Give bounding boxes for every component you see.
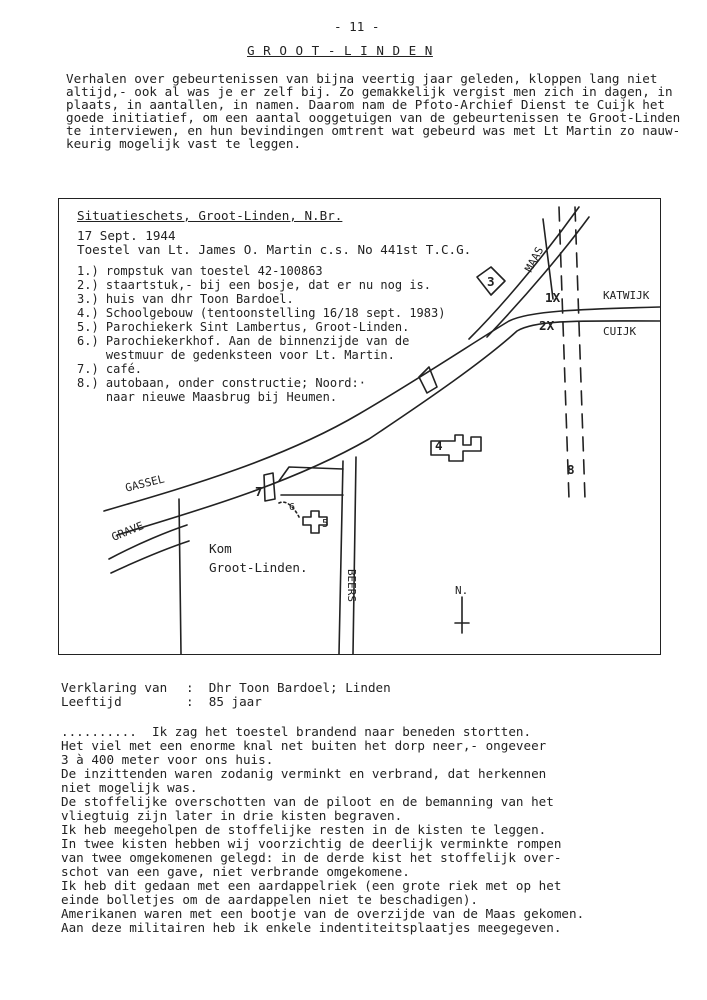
motorway-line-a xyxy=(543,219,553,299)
legend-item: 8.) autobaan, onder constructie; Noord:· xyxy=(77,376,366,390)
label-cuijk: CUIJK xyxy=(603,325,637,338)
statement-line: einde bolletjes om de aardappelen niet te beschadigen). xyxy=(61,892,479,907)
intro-line: te interviewen, en hun bevindingen omtrent wat gebeurd was met Lt Martin zo nauw- xyxy=(66,123,681,138)
village-road xyxy=(179,499,181,654)
legend-item: 6.) Parochiekerkhof. Aan de binnenzijde van de xyxy=(77,334,410,348)
statement-line: De stoffelijke overschotten van de piloot en de bemanning van het xyxy=(61,794,554,809)
sketch-heading: Situatieschets, Groot-Linden, N.Br. xyxy=(77,208,343,223)
main-road xyxy=(104,307,660,511)
label-beers: BEERS xyxy=(345,568,359,603)
statement-line: Aan deze militairen heb ik enkele indentiteitsplaatjes meegegeven. xyxy=(61,920,562,935)
intro-line: goede initiatief, om een aantal ooggetuigen van de gebeurtenissen te Groot-Linden xyxy=(66,110,681,125)
legend-item: 2.) staartstuk,- bij een bosje, dat er nu nog is. xyxy=(77,278,432,292)
legend-item: 1.) rompstuk van toestel 42-100863 xyxy=(77,264,323,278)
label-witness: Verklaring van xyxy=(61,680,168,695)
maas-road-edge xyxy=(487,217,589,337)
page-number: - 11 - xyxy=(334,19,380,34)
statement-line: schot van een gave, niet verbrande omgekomene. xyxy=(61,864,410,879)
statement-line: 3 à 400 meter voor ons huis. xyxy=(61,752,274,767)
sketch-map xyxy=(59,199,660,654)
legend-item: westmuur de gedenksteen voor Lt. Martin. xyxy=(77,348,395,362)
motorway-right xyxy=(575,207,585,499)
north-arrow xyxy=(455,597,469,633)
label-north: N. xyxy=(455,584,469,597)
statement-line: van twee omgekomenen gelegd: in de derde kist het stoffelijk over- xyxy=(61,850,562,865)
main-road-edge xyxy=(117,318,660,535)
statement-line: In twee kisten hebben wij voorzichtig de deerlijk verminkte rompen xyxy=(61,836,562,851)
maas-road xyxy=(469,207,579,339)
statement-line: vliegtuig zijn later in drie kisten begraven. xyxy=(61,808,403,823)
intro-line: keurig mogelijk vast te leggen. xyxy=(66,136,302,151)
marker-5: 5 xyxy=(322,517,329,530)
label-grave: GRAVE xyxy=(109,519,146,544)
marker-6: 6 xyxy=(289,502,296,513)
marker-2: 2X xyxy=(539,318,555,333)
legend-item: 7.) café. xyxy=(77,362,143,376)
marker-1: 1X xyxy=(545,290,561,305)
value-witness: : Dhr Toon Bardoel; Linden xyxy=(186,680,391,695)
legend-item: naar nieuwe Maasbrug bij Heumen. xyxy=(77,390,338,404)
statement-line: De inzittenden waren zodanig verminkt en verbrand, dat herkennen xyxy=(61,766,547,781)
intro-line: Verhalen over gebeurtenissen van bijna veertig jaar geleden, kloppen lang niet xyxy=(66,71,658,86)
legend-item: 4.) Schoolgebouw (tentoonstelling 16/18 sept. 1983) xyxy=(77,306,446,320)
school-outbuilding xyxy=(419,367,437,393)
statement-line: Ik heb dit gedaan met een aardappelriek (een grote riek met op het xyxy=(61,878,562,893)
label-age: Leeftijd xyxy=(61,694,122,709)
church-lane-edge xyxy=(279,467,343,481)
legend-item: 3.) huis van dhr Toon Bardoel. xyxy=(77,292,294,306)
label-maas: MAAS xyxy=(522,244,547,275)
value-age: : 85 jaar xyxy=(186,694,262,709)
marker-8: 8 xyxy=(567,462,575,477)
motorway-left xyxy=(559,207,569,499)
sketch-date: 17 Sept. 1944 xyxy=(77,228,176,243)
label-katwijk: KATWIJK xyxy=(603,289,650,302)
statement-line: Het viel met een enorme knal net buiten het dorp neer,- ongeveer xyxy=(61,738,547,753)
label-groot-linden: Groot-Linden. xyxy=(209,560,308,575)
beers-road-edge xyxy=(353,457,356,654)
legend-item: 5.) Parochiekerk Sint Lambertus, Groot-Linden. xyxy=(77,320,410,334)
intro-line: altijd,- ook al was je er zelf bij. Zo gemakkelijk vergist men zich in dagen, in xyxy=(66,84,673,99)
marker-4: 4 xyxy=(435,438,443,453)
page-title: G R O O T - L I N D E N xyxy=(247,43,433,58)
beers-road xyxy=(339,461,343,654)
label-kom: Kom xyxy=(209,541,232,556)
statement-line: Amerikanen waren met een bootje van de overzijde van de Maas gekomen. xyxy=(61,906,585,921)
statement-line: niet mogelijk was. xyxy=(61,780,198,795)
marker-7: 7 xyxy=(255,484,263,499)
marker-3: 3 xyxy=(487,274,495,289)
sketch-aircraft: Toestel van Lt. James O. Martin c.s. No 441st T.C.G. xyxy=(77,242,472,257)
label-gassel: GASSEL xyxy=(124,472,166,495)
intro-line: plaats, in aantallen, in namen. Daarom nam de Pfoto-Archief Dienst te Cuijk het xyxy=(66,97,665,112)
grave-road-edge xyxy=(111,541,189,573)
statement-line: Ik heb meegeholpen de stoffelijke resten in de kisten te leggen. xyxy=(61,822,547,837)
situation-sketch xyxy=(58,198,661,655)
statement-line: .......... Ik zag het toestel brandend naar beneden stortten. xyxy=(61,724,532,739)
